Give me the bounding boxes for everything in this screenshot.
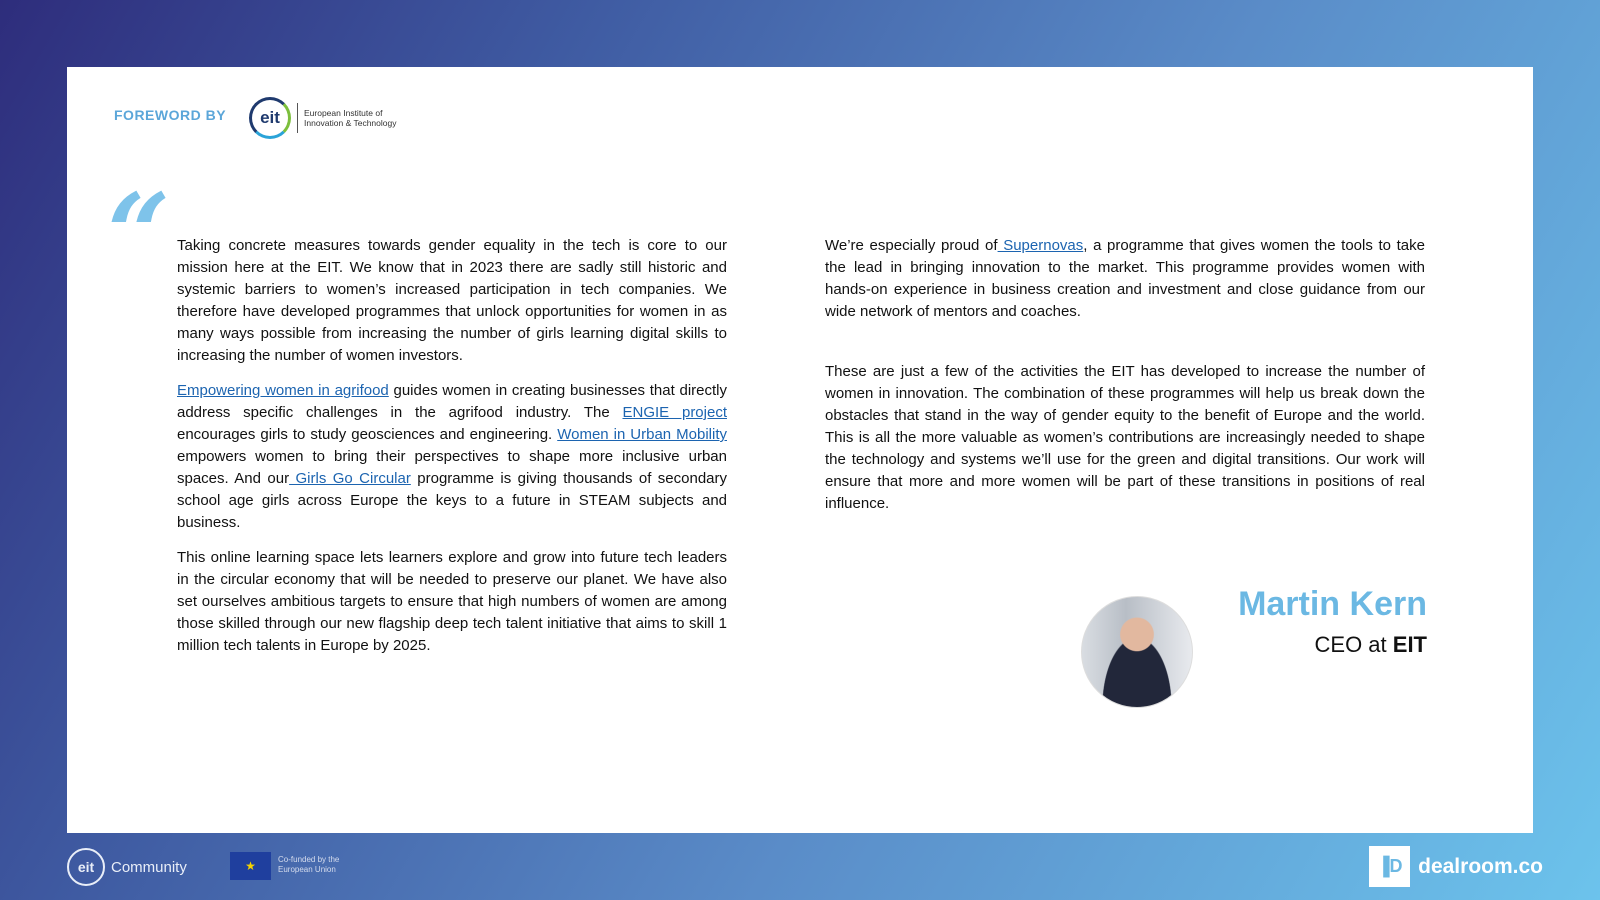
eit-community-mark: eit [67, 848, 105, 886]
eit-logo-mark: eit [249, 97, 291, 139]
left-p2-text2: encourages girls to study geosciences and engineering. [177, 426, 558, 443]
eu-flag-icon: ★ [230, 852, 271, 880]
author-role [1315, 632, 1427, 658]
left-column [177, 235, 727, 670]
left-paragraph-1 [177, 235, 727, 367]
left-paragraph-3: This online learning space lets learners explore and grow into future tech leaders in the circular economy that will be needed to preserve our planet. We have also set ourselves ambitious targets to ensure that high numbers of women are among those skilled through our new flagship deep tech talent initiative that aims to skill 1 million tech talents in Europe by 2025. [177, 549, 727, 654]
foreword-card [67, 67, 1533, 833]
eu-text-line2: European Union [278, 865, 336, 874]
eit-logo-divider [297, 103, 298, 133]
author-role-org: EIT [1392, 632, 1427, 657]
dealroom-wordmark: dealroom.co [1418, 854, 1543, 878]
author-role-prefix: CEO at [1314, 632, 1393, 657]
women-urban-mobility-link[interactable]: Women in Urban Mobility [557, 426, 727, 443]
eit-logo-text [304, 108, 396, 128]
left-p2-text4: programme is giving thousands of secondary school age girls across Europe the keys to a future in STEAM subjects and business. [177, 470, 727, 531]
footer-eit-community-logo [67, 848, 187, 886]
dealroom-mark-icon: ▐D [1369, 846, 1410, 887]
supernovas-link[interactable]: Supernovas [997, 237, 1084, 254]
author-photo [1081, 596, 1193, 708]
left-p2-text3: empowers women to bring their perspectives to shape more inclusive urban spaces. And our [177, 448, 727, 487]
left-p2-text1: guides women in creating businesses that directly address specific challenges in the agrifood industry. The [177, 382, 727, 421]
eit-logo-text-line1: European Institute of [304, 108, 383, 118]
engie-project-link[interactable]: ENGIE project [622, 404, 727, 421]
eit-community-label: Community [111, 858, 187, 876]
eu-cofunded-text [278, 855, 339, 875]
right-p1-text2: , a programme that gives women the tools to take the lead in bringing innovation to the market. This programme provides women with hands-on experience in business creation and investment and close guidance from our wide network of mentors and coaches. [825, 237, 1425, 320]
right-p1-text1: We’re especially proud of [825, 237, 998, 254]
right-paragraph-2: These are just a few of the activities the EIT has developed to increase the number of women in innovation. The combination of these programmes will help us break down the obstacles that stand in the way of gender equity to the benefit of Europe and the world. This is all the more valuable as women’s contributions are increasingly needed to shape the technology and systems we’ll use for the green and digital transitions. Our work will ensure that more and more women will be part of these transitions in positions of real influence. [825, 363, 1425, 512]
left-paragraph-2 [177, 380, 727, 534]
author-name: Martin Kern [1238, 585, 1427, 623]
empowering-women-agrifood-link[interactable]: Empowering women in agrifood [177, 382, 389, 399]
right-paragraph-1 [825, 235, 1425, 323]
right-column [825, 235, 1425, 553]
eit-logo [249, 94, 419, 142]
quote-mark-icon: “ [107, 169, 171, 298]
foreword-label: FOREWORD BY [114, 107, 227, 123]
eit-logo-text-line2: Innovation & Technology [304, 118, 397, 128]
eu-text-line1: Co-funded by the [278, 855, 340, 864]
girls-go-circular-link[interactable]: Girls Go Circular [289, 470, 411, 487]
left-p1-text: Taking concrete measures towards gender equality in the tech is core to our mission here at the EIT. We know that in 2023 there are sadly still historic and systemic barriers to women’s increased participation in tech companies. We therefore have developed programmes that unlock opportunities for women in as many ways possible from increasing the number of girls learning digital skills to increasing the number of women investors. [177, 237, 727, 364]
dealroom-logo [1369, 846, 1543, 887]
